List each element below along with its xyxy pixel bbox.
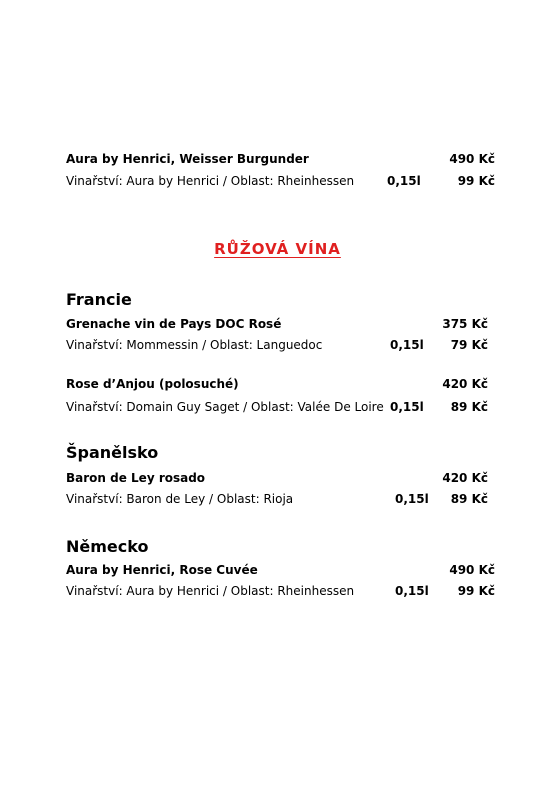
wine-origin: Vinařství: Baron de Ley / Oblast: Rioja xyxy=(66,492,294,506)
glass-price: 79 Kč xyxy=(450,338,488,352)
glass-volume: 0,15l xyxy=(395,584,429,598)
wine-origin: Vinařství: Aura by Henrici / Oblast: Rheinhessen xyxy=(66,584,355,598)
country-heading: Francie xyxy=(66,290,132,309)
bottle-price: 420 Kč xyxy=(442,377,488,391)
bottle-price: 375 Kč xyxy=(442,317,488,331)
glass-price: 89 Kč xyxy=(450,492,488,506)
bottle-price: 490 Kč xyxy=(449,152,495,166)
section-title: RŮŽOVÁ VÍNA xyxy=(214,240,341,258)
glass-volume: 0,15l xyxy=(395,492,429,506)
glass-price: 89 Kč xyxy=(450,400,488,414)
wine-name: Aura by Henrici, Weisser Burgunder xyxy=(66,152,309,166)
glass-price: 99 Kč xyxy=(457,174,495,188)
wine-name: Grenache vin de Pays DOC Rosé xyxy=(66,317,282,331)
bottle-price: 490 Kč xyxy=(449,563,495,577)
glass-price: 99 Kč xyxy=(457,584,495,598)
wine-origin: Vinařství: Aura by Henrici / Oblast: Rheinhessen xyxy=(66,174,355,188)
country-heading: Španělsko xyxy=(66,443,159,462)
bottle-price: 420 Kč xyxy=(442,471,488,485)
wine-origin: Vinařství: Domain Guy Saget / Oblast: Valée De Loire xyxy=(66,400,384,414)
wine-name: Baron de Ley rosado xyxy=(66,471,206,485)
glass-volume: 0,15l xyxy=(390,400,424,414)
country-heading: Německo xyxy=(66,537,149,556)
wine-origin: Vinařství: Mommessin / Oblast: Languedoc xyxy=(66,338,323,352)
glass-volume: 0,15l xyxy=(390,338,424,352)
wine-name: Aura by Henrici, Rose Cuvée xyxy=(66,563,258,577)
wine-name: Rose d’Anjou (polosuché) xyxy=(66,377,239,391)
glass-volume: 0,15l xyxy=(387,174,421,188)
